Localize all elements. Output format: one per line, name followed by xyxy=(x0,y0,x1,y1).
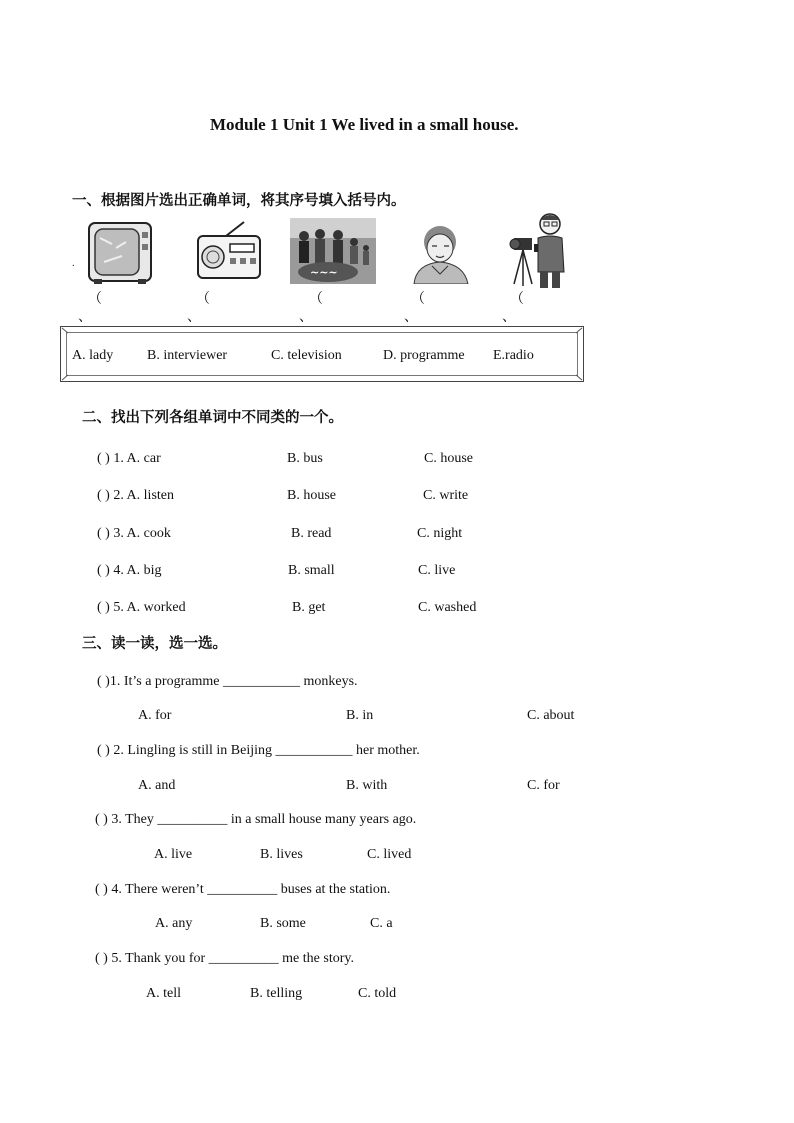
enumeration-mark: 、 xyxy=(502,310,516,325)
radio-picture xyxy=(196,220,262,282)
small-dot: . xyxy=(72,258,75,269)
choice-b: B. some xyxy=(260,916,306,931)
option-e: E.radio xyxy=(493,348,534,363)
choice-c: C. lived xyxy=(367,847,412,862)
option-d: D. programme xyxy=(383,348,465,363)
answer-bracket: （ xyxy=(309,292,323,307)
question-stem: ( ) 3. A. cook xyxy=(97,526,171,541)
choice-b: B. bus xyxy=(287,451,323,466)
enumeration-mark: 、 xyxy=(404,310,418,325)
answer-bracket: （ xyxy=(411,292,425,307)
answer-bracket: （ xyxy=(88,292,102,307)
answer-bracket: （ xyxy=(196,292,210,307)
choice-b: B. with xyxy=(346,778,388,793)
choice-c: C. house xyxy=(424,451,473,466)
question-stem: ( ) 1. A. car xyxy=(97,451,161,466)
choice-c: C. told xyxy=(358,986,397,1001)
tv-programme-picture xyxy=(290,218,376,284)
question-stem: ( ) 5. A. worked xyxy=(97,600,186,615)
question-stem: ( ) 3. They __________ in a small house many years ago. xyxy=(95,812,417,827)
choice-c: C. a xyxy=(370,916,393,931)
question-stem: ( ) 4. There weren’t __________ buses at the station. xyxy=(95,882,391,897)
question-stem: ( ) 2. Lingling is still in Beijing ___________ her mother. xyxy=(97,743,420,758)
enumeration-mark: 、 xyxy=(78,310,92,325)
choice-c: C. live xyxy=(418,563,456,578)
choice-a: A. and xyxy=(138,778,176,793)
question-stem: ( ) 2. A. listen xyxy=(97,488,174,503)
choice-b: B. small xyxy=(288,563,335,578)
choice-b: B. telling xyxy=(250,986,303,1001)
choice-a: A. any xyxy=(155,916,193,931)
choice-c: C. about xyxy=(527,708,575,723)
section2-heading: 二、找出下列各组单词中不同类的一个。 xyxy=(82,410,343,426)
choice-c: C. washed xyxy=(418,600,477,615)
choice-a: A. tell xyxy=(146,986,181,1001)
choice-a: A. live xyxy=(154,847,193,862)
choice-b: B. in xyxy=(346,708,374,723)
question-stem: ( )1. It’s a programme ___________ monkeys. xyxy=(97,674,358,689)
choice-b: B. get xyxy=(292,600,326,615)
choice-b: B. house xyxy=(287,488,336,503)
option-b: B. interviewer xyxy=(147,348,228,363)
option-c: C. television xyxy=(271,348,342,363)
option-a: A. lady xyxy=(72,348,114,363)
enumeration-mark: 、 xyxy=(299,310,313,325)
page-title: Module 1 Unit 1 We lived in a small house. xyxy=(210,115,519,134)
choice-b: B. read xyxy=(291,526,332,541)
section3-heading: 三、读一读，选一选。 xyxy=(82,636,227,652)
question-stem: ( ) 5. Thank you for __________ me the story. xyxy=(95,951,354,966)
enumeration-mark: 、 xyxy=(187,310,201,325)
choice-c: C. night xyxy=(417,526,463,541)
choice-b: B. lives xyxy=(260,847,303,862)
interviewer-picture xyxy=(508,210,570,290)
television-picture xyxy=(86,218,158,286)
section1-heading: 一、根据图片选出正确单词，将其序号填入括号内。 xyxy=(72,193,406,209)
answer-bracket: （ xyxy=(510,292,524,307)
old-lady-picture xyxy=(410,222,472,284)
choice-c: C. for xyxy=(527,778,560,793)
choice-c: C. write xyxy=(423,488,469,503)
question-stem: ( ) 4. A. big xyxy=(97,563,162,578)
choice-a: A. for xyxy=(138,708,172,723)
svg-text:~~~: ~~~ xyxy=(310,266,338,279)
